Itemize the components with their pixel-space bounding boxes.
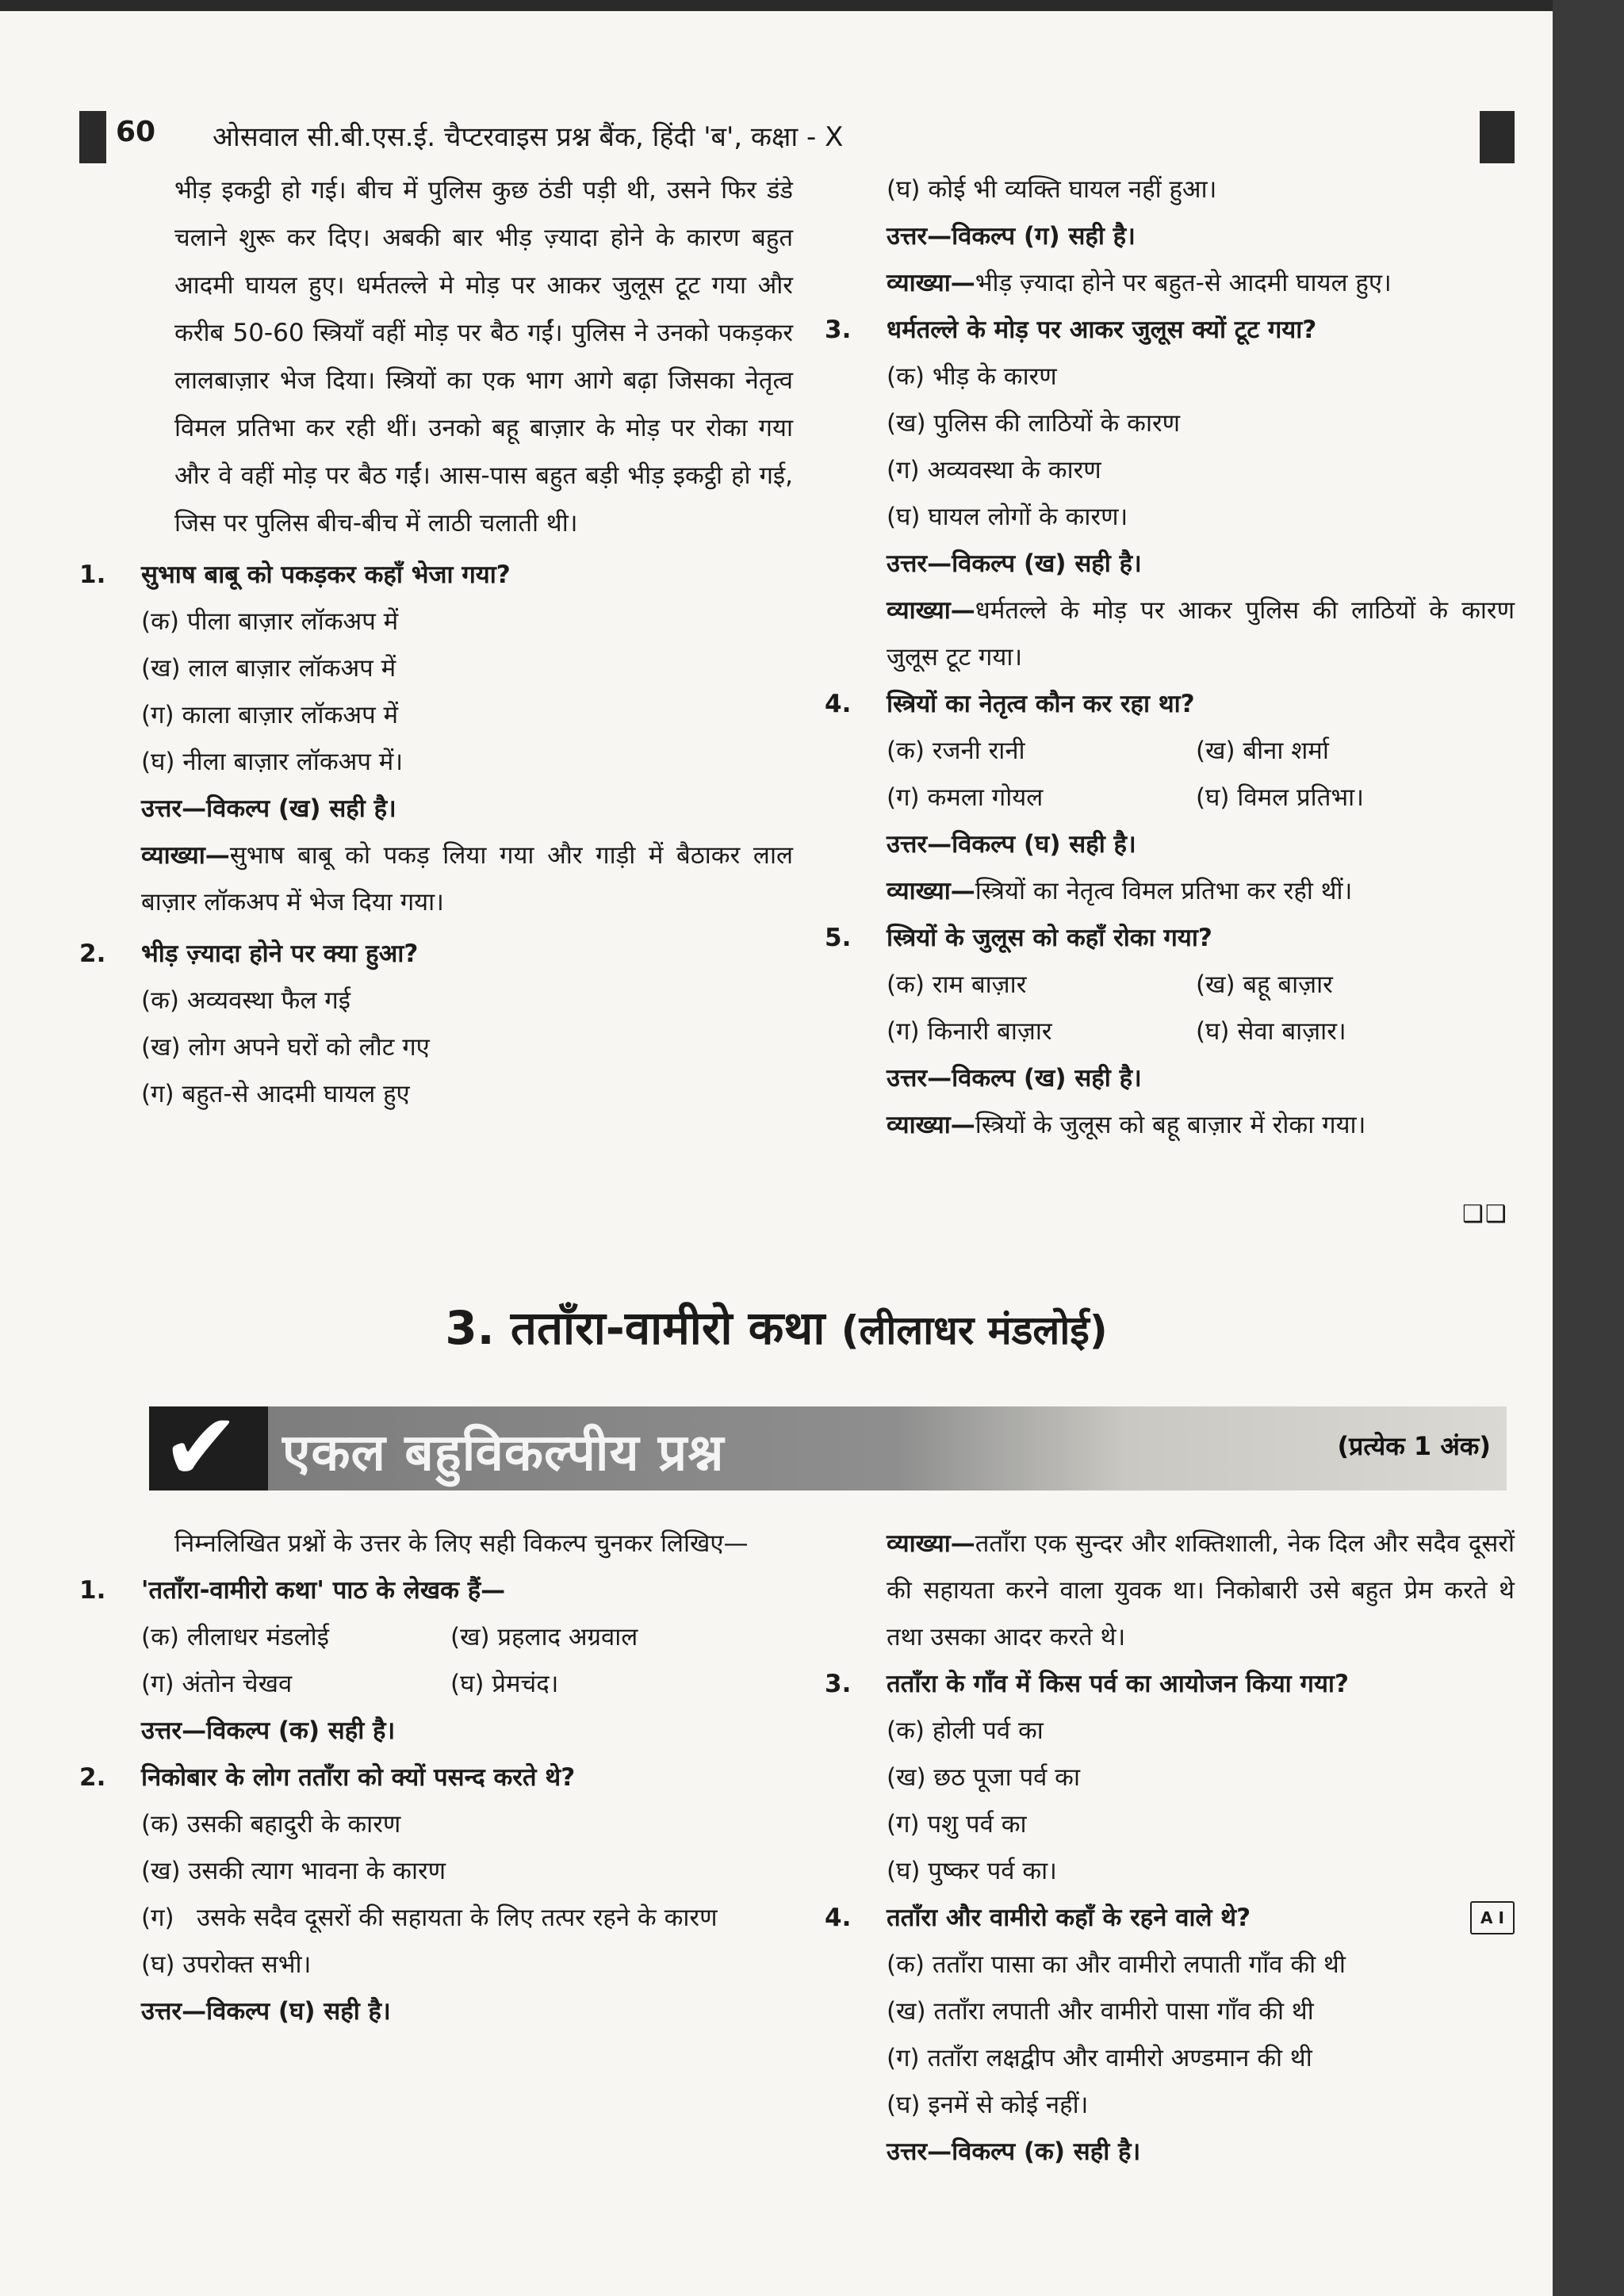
answer: उत्तर—विकल्प (क) सही है। [887,2137,1141,2166]
option-b: (ख) बीना शर्मा [1196,737,1329,765]
question-number: 4. [825,1904,852,1932]
option-b: (ख) लाल बाज़ार लॉकअप में [141,654,396,683]
banner-icon-block [149,1392,268,1502]
top-right-column [825,166,1515,1149]
option-a: (क) राम बाज़ार [887,970,1027,999]
explanation-label: व्याख्या— [887,1529,975,1558]
explanation-label: व्याख्या— [887,269,975,297]
option-c: (ग) अव्यवस्था के कारण [887,456,1101,484]
explanation-text: स्त्रियों के जुलूस को बहू बाज़ार में रोका गया। [975,1111,1366,1139]
question-text: सुभाष बाबू को पकड़कर कहाँ भेजा गया? [141,561,511,589]
question-text: निकोबार के लोग तताँरा को क्यों पसन्द करते थे? [141,1763,576,1792]
running-title: ओसवाल सी.बी.एस.ई. चैप्टरवाइस प्रश्न बैंक, हिंदी 'ब', कक्षा - X [213,121,844,153]
question-1 [79,552,793,599]
explanation [825,260,1515,307]
answer: उत्तर—विकल्प (ख) सही है। [141,794,396,823]
answer: उत्तर—विकल्प (ग) सही है। [887,222,1136,251]
option-b: (ख) लोग अपने घरों को लौट गए [141,1033,430,1062]
question-3 [825,307,1515,354]
question-number: 4. [825,690,852,718]
section-banner [149,1392,1507,1502]
question-number: 3. [825,1670,852,1698]
explanation [825,868,1515,915]
question-4 [825,681,1515,728]
options-row [79,1614,793,1661]
option-a: (क) भीड़ के कारण [887,362,1057,391]
option-d: (घ) कोई भी व्यक्ति घायल नहीं हुआ। [887,175,1217,204]
option-d: (घ) घायल लोगों के कारण। [887,503,1128,531]
explanation-text: धर्मतल्ले के मोड़ पर आकर पुलिस की लाठियों के कारण जुलूस टूट गया। [887,596,1515,672]
options-row [825,962,1515,1008]
option-c-label: (ग) [141,1904,174,1932]
options-row [825,1008,1515,1055]
question-number: 1. [79,1576,106,1605]
option-a: (क) उसकी बहादुरी के कारण [141,1810,401,1839]
section-end-mark: ❑❑ [1462,1200,1508,1228]
explanation-label: व्याख्या— [141,841,230,870]
option-c: (ग) तताँरा लक्षद्वीप और वामीरो अण्डमान की थी [887,2044,1312,2072]
explanation-text: तताँरा एक सुन्दर और शक्तिशाली, नेक दिल और सदैव दूसरों की सहायता करने वाला युवक था। निकोबारी उसे बहुत प्रेम करते थे तथा उसका आदर करते थे। [887,1529,1515,1651]
explanation-label: व्याख्या— [887,877,975,905]
option-d: (घ) विमल प्रतिभा। [1196,783,1364,812]
option-c: (ग) पशु पर्व का [887,1810,1027,1839]
banner-title: एकल बहुविकल्पीय प्रश्न [282,1424,725,1483]
question-text: स्त्रियों के जुलूस को कहाँ रोका गया? [887,924,1212,952]
header-left-block [79,111,106,163]
question-number: 3. [825,316,852,344]
option-a: (क) रजनी रानी [887,737,1025,765]
question-2 [79,931,793,978]
option-c: (ग) बहुत-से आदमी घायल हुए [141,1080,410,1108]
question-text: 'तताँरा-वामीरो कथा' पाठ के लेखक हैं— [141,1576,506,1605]
question-1 [79,1567,793,1614]
option-a: (क) लीलाधर मंडलोई [141,1623,329,1651]
chapter-title [0,1296,1553,1362]
options-row [825,775,1515,821]
answer: उत्तर—विकल्प (क) सही है। [141,1716,396,1745]
option-b: (ख) छठ पूजा पर्व का [887,1763,1081,1792]
option-c-text: उसके सदैव दूसरों की सहायता के लिए तत्पर रहने के कारण [197,1904,718,1932]
option-a: (क) तताँरा पासा का और वामीरो लपाती गाँव की थी [887,1950,1346,1979]
explanation [825,1102,1515,1149]
answer: उत्तर—विकल्प (घ) सही है। [887,830,1136,859]
explanation-text: सुभाष बाबू को पकड़ लिया गया और गाड़ी में बैठाकर लाल बाज़ार लॉकअप में भेज दिया गया। [141,841,793,916]
question-2 [79,1755,793,1801]
question-5 [825,915,1515,962]
header-right-block [1480,111,1515,163]
option-d: (घ) प्रेमचंद। [450,1670,559,1698]
options-row [79,1661,793,1708]
question-number: 2. [79,1763,106,1792]
option-d: (घ) इनमें से कोई नहीं। [887,2091,1089,2119]
explanation [79,832,793,926]
answer: उत्तर—विकल्प (ख) सही है। [887,1064,1142,1093]
option-d: (घ) नीला बाज़ार लॉकअप में। [141,748,404,776]
question-text: तताँरा के गाँव में किस पर्व का आयोजन किया गया? [887,1670,1349,1698]
passage: भीड़ इकट्ठी हो गई। बीच में पुलिस कुछ ठंडी पड़ी थी, उसने फिर डंडे चलाने शुरू कर दिए। अबकी बार भीड़ ज़्यादा होने के कारण बहुत आदमी घायल हुए। धर्मतल्ले मे मोड़ पर आकर जुलूस टूट गया और करीब 50-60 स्त्रियाँ वहीं मोड़ पर बैठ गईं। पुलिस ने उनको पकड़कर लालबाज़ार भेज दिया। स्त्रियों का एक भाग आगे बढ़ा जिसका नेतृत्व विमल प्रतिभा कर रही थीं। उनको बहू बाज़ार के मोड़ पर रोका गया और वे वहीं मोड़ पर बैठ गईं। आस-पास बहुत बड़ी भीड़ इकट्ठी हो गई, जिस पर पुलिस बीच-बीच में लाठी चलाती थी। [174,176,793,538]
option-b: (ख) प्रहलाद अग्रवाल [450,1623,638,1651]
option-a: (क) होली पर्व का [887,1716,1044,1745]
option-c: (ग) किनारी बाज़ार [887,1017,1052,1046]
explanation [825,587,1515,681]
chapter-name: 3. तताँरा-वामीरो कथा [445,1301,825,1355]
question-text: धर्मतल्ले के मोड़ पर आकर जुलूस क्यों टूट गया? [887,316,1317,344]
instruction: निम्नलिखित प्रश्नों के उत्तर के लिए सही विकल्प चुनकर लिखिए— [174,1529,749,1558]
option-b: (ख) उसकी त्याग भावना के कारण [141,1857,446,1885]
checkmark-icon: ✔ [162,1392,240,1502]
bottom-right-column [825,1521,1515,2175]
option-d: (घ) सेवा बाज़ार। [1196,1017,1346,1046]
answer: उत्तर—विकल्प (ख) सही है। [887,549,1142,578]
page-edge [1553,0,1624,2296]
options-row [825,728,1515,775]
explanation [825,1521,1515,1661]
option-d: (घ) उपरोक्त सभी। [141,1950,312,1979]
question-text: भीड़ ज़्यादा होने पर क्या हुआ? [141,939,419,968]
option-d: (घ) पुष्कर पर्व का। [887,1857,1057,1885]
explanation-label: व्याख्या— [887,596,975,625]
question-text: स्त्रियों का नेतृत्व कौन कर रहा था? [887,690,1195,718]
option-c: (ग) अंतोन चेखव [141,1670,293,1698]
explanation-text: भीड़ ज़्यादा होने पर बहुत-से आदमी घायल हुए। [975,269,1392,297]
question-number: 5. [825,924,852,952]
question-text: तताँरा और वामीरो कहाँ के रहने वाले थे? [887,1904,1251,1932]
option-b: (ख) पुलिस की लाठियों के कारण [887,409,1181,438]
question-number: 2. [79,939,106,968]
top-border [0,0,1553,11]
page-header [79,111,1515,163]
question-3 [825,1661,1515,1708]
option-b: (ख) तताँरा लपाती और वामीरो पासा गाँव की थी [887,1997,1314,2026]
option-c [79,1895,793,1942]
answer: उत्तर—विकल्प (घ) सही है। [141,1997,391,2026]
option-a: (क) अव्यवस्था फैल गई [141,986,350,1015]
chapter-author: (लीलाधर मंडलोई) [841,1307,1108,1353]
banner-marks: (प्रत्येक 1 अंक) [1337,1431,1491,1461]
option-b: (ख) बहू बाज़ार [1196,970,1333,999]
explanation-text: स्त्रियों का नेतृत्व विमल प्रतिभा कर रही थीं। [975,877,1353,905]
explanation-label: व्याख्या— [887,1111,975,1139]
question-4 [825,1895,1515,1942]
page-number: 60 [116,116,156,148]
question-number: 1. [79,561,106,589]
ai-badge: A I [1470,1901,1515,1934]
option-c: (ग) काला बाज़ार लॉकअप में [141,701,399,729]
bottom-left-column [79,1521,793,2035]
option-a: (क) पीला बाज़ार लॉकअप में [141,607,399,636]
option-c: (ग) कमला गोयल [887,783,1044,812]
top-left-column [79,166,793,1118]
